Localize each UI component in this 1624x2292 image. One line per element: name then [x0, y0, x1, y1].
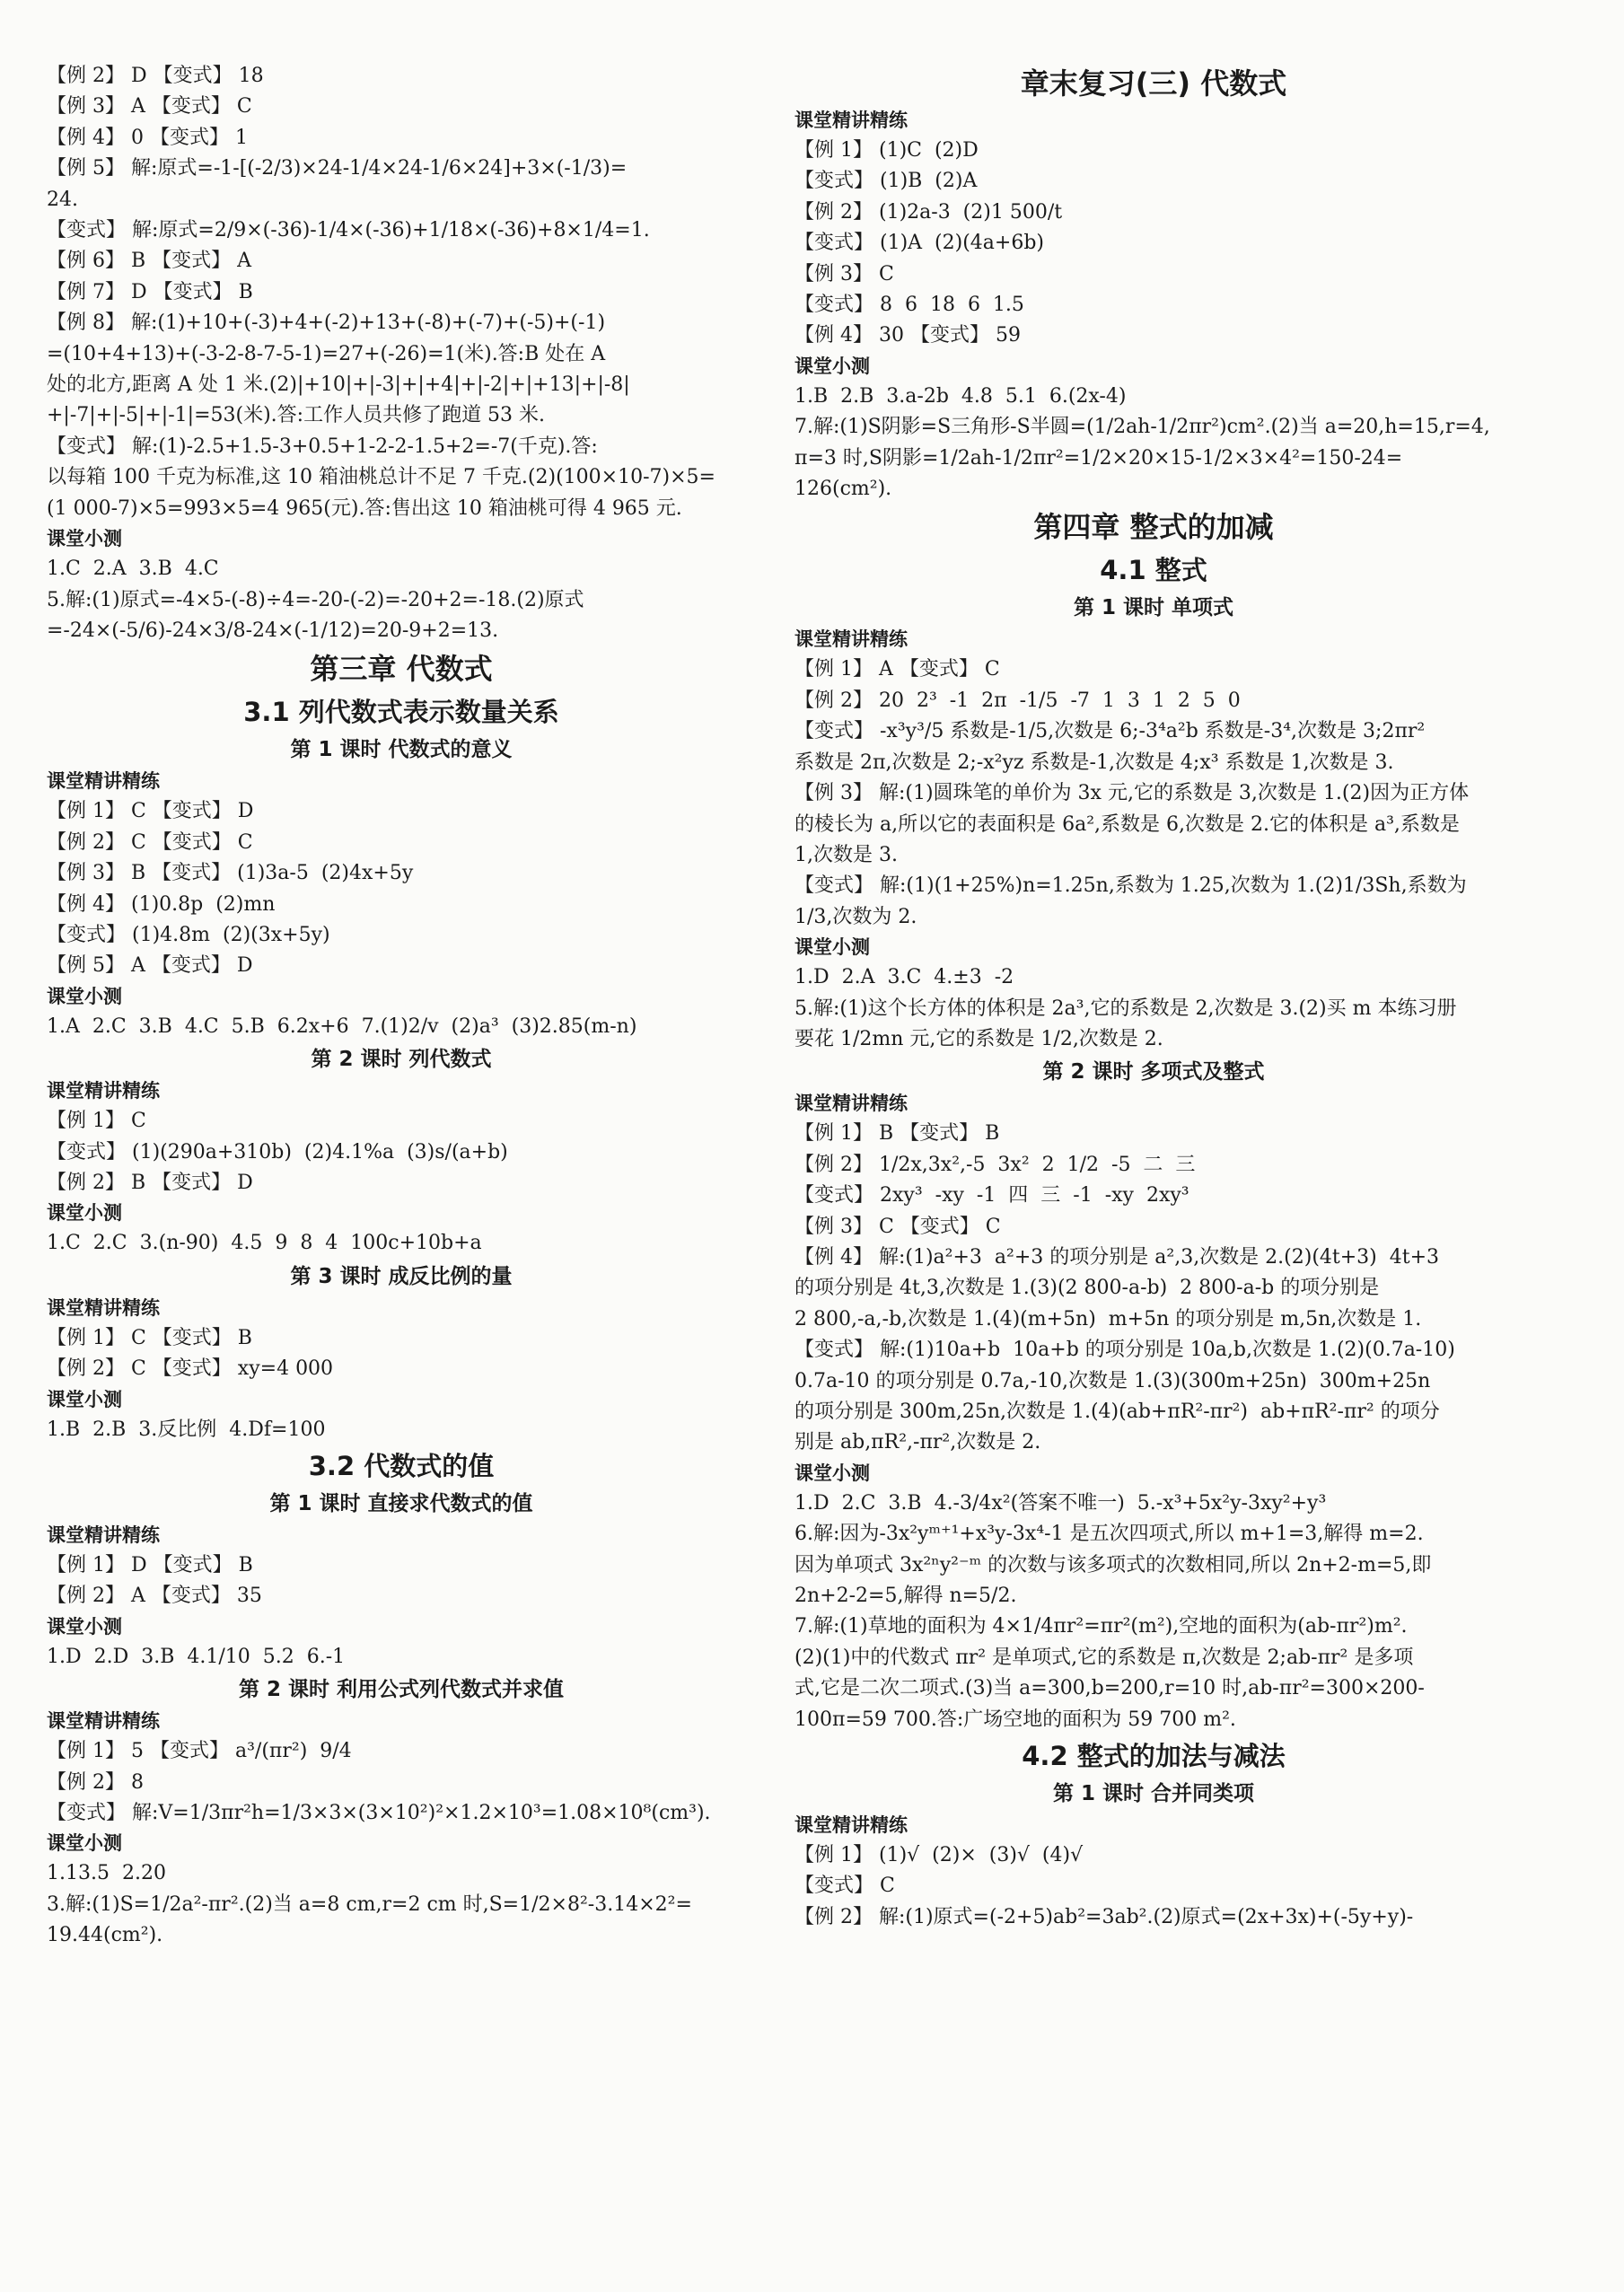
answer-line: 【变式】 解:(1)-2.5+1.5-3+0.5+1-2-2-1.5+2=-7(千克).答:: [47, 435, 598, 458]
answer-line: 【例 3】 解:(1)圆珠笔的单价为 3x 元,它的系数是 3,次数是 1.(2)因为正方体: [794, 782, 1470, 805]
answer-line: 6.解:因为-3x²yᵐ⁺¹+x³y-3x⁴-1 是五次四项式,所以 m+1=3,解得 m=2.: [794, 1523, 1424, 1546]
answer-line: 7.解:(1)草地的面积为 4×1/4πr²=πr²(m²),空地的面积为(ab-πr²)m².: [794, 1615, 1408, 1638]
answer-line: 【例 4】 30 【变式】 59: [794, 324, 1021, 347]
answer-line: 【变式】 (1)4.8m (2)(3x+5y): [47, 923, 330, 946]
section-label: 课堂精讲精练: [794, 1093, 908, 1115]
answer-line: 【例 3】 A 【变式】 C: [47, 95, 252, 119]
answer-line: =-24×(-5/6)-24×3/8-24×(-1/12)=20-9+2=13.: [47, 619, 499, 642]
chapter-title: 第三章 代数式: [310, 652, 493, 687]
answer-line: 【例 1】 C 【变式】 D: [47, 800, 254, 823]
lesson-title: 第 2 课时 列代数式: [311, 1048, 492, 1072]
answer-line: 【例 2】 解:(1)原式=(-2+5)ab²=3ab².(2)原式=(2x+3x)+(-5y+y)-: [794, 1905, 1414, 1928]
answer-line: 2n+2-2=5,解得 n=5/2.: [794, 1585, 1017, 1608]
answer-line: 【变式】 8 6 18 6 1.5: [794, 294, 1024, 317]
answer-line: π=3 时,S阴影=1/2ah-1/2πr²=1/2×20×15-1/2×3×4²=150-24=: [794, 446, 1403, 470]
answer-line: +|-7|+|-5|+|-1|=53(米).答:工作人员共修了跑道 53 米.: [47, 404, 546, 427]
answer-line: 1.13.5 2.20: [47, 1862, 166, 1885]
section-label: 课堂小测: [47, 1832, 122, 1855]
answer-line: 处的北方,距离 A 处 1 米.(2)|+10|+|-3|+|+4|+|-2|+|+13|+|-8|: [47, 373, 630, 397]
answer-line: 1.C 2.C 3.(n-90) 4.5 9 8 4 100c+10b+a: [47, 1232, 482, 1255]
section-label: 课堂小测: [47, 985, 122, 1007]
answer-line: 要花 1/2mn 元,它的系数是 1/2,次数是 2.: [794, 1027, 1163, 1050]
answer-line: 【例 1】 C: [47, 1110, 146, 1133]
answer-line: 1.D 2.D 3.B 4.1/10 5.2 6.-1: [47, 1645, 346, 1668]
section-label: 课堂精讲精练: [47, 1524, 160, 1546]
section-label: 课堂精讲精练: [47, 770, 160, 793]
answer-line: 【变式】 (1)B (2)A: [794, 170, 978, 193]
section-label: 课堂小测: [47, 1202, 122, 1225]
answer-line: 【例 2】 D 【变式】 18: [47, 65, 264, 87]
answer-line: 1,次数是 3.: [794, 843, 898, 866]
answer-line: 【例 5】 解:原式=-1-[(-2/3)×24-1/4×24-1/6×24]+3×(-1/3)=: [47, 157, 628, 180]
answer-line: 的项分别是 4t,3,次数是 1.(3)(2 800-a-b) 2 800-a-b 的项分别是: [794, 1277, 1380, 1300]
answer-line: 【例 2】 B 【变式】 D: [47, 1171, 253, 1194]
answer-line: (1 000-7)×5=993×5=4 965(元).答:售出这 10 箱油桃可得 4 965 元.: [47, 496, 682, 520]
chapter-title: 章末复习(三) 代数式: [1020, 66, 1287, 101]
answer-line: 【例 1】 (1)√ (2)× (3)√ (4)√: [794, 1844, 1084, 1867]
answer-line: 【例 2】 C 【变式】 xy=4 000: [47, 1357, 334, 1381]
answer-line: 【变式】 解:V=1/3πr²h=1/3×3×(3×10²)²×1.2×10³=1.08×10⁸(cm³).: [47, 1802, 711, 1825]
answer-line: 1.C 2.A 3.B 4.C: [47, 558, 219, 581]
answer-line: 以每箱 100 千克为标准,这 10 箱油桃总计不足 7 千克.(2)(100×10-7)×5=: [47, 466, 715, 489]
right-column: [794, 61, 1513, 2274]
section-title: 4.1 整式: [1100, 555, 1207, 586]
section-label: 课堂小测: [47, 528, 122, 550]
answer-line: 19.44(cm²).: [47, 1924, 163, 1947]
answer-line: 1.B 2.B 3.反比例 4.Df=100: [47, 1418, 326, 1441]
chapter-title: 第四章 整式的加减: [1033, 510, 1274, 545]
answer-line: 系数是 2π,次数是 2;-x²yz 系数是-1,次数是 4;x³ 系数是 1,次数是 3.: [794, 751, 1394, 774]
answer-line: 【例 5】 A 【变式】 D: [47, 954, 253, 978]
lesson-title: 第 3 课时 成反比例的量: [290, 1264, 513, 1288]
answer-line: 【变式】 2xy³ -xy -1 四 三 -1 -xy 2xy³: [794, 1184, 1189, 1207]
answer-line: 24.: [47, 188, 78, 211]
answer-line: 【例 1】 D 【变式】 B: [47, 1554, 253, 1576]
section-label: 课堂小测: [47, 1615, 122, 1638]
answer-line: 【例 1】 C 【变式】 B: [47, 1326, 252, 1349]
section-label: 课堂小测: [47, 1388, 122, 1410]
lesson-title: 第 1 课时 代数式的意义: [290, 738, 513, 762]
answer-line: 5.解:(1)这个长方体的体积是 2a³,它的系数是 2,次数是 3.(2)买 m 本练习册: [794, 997, 1457, 1020]
answer-line: 【例 2】 (1)2a-3 (2)1 500/t: [794, 200, 1063, 224]
answer-line: 式,它是二次二项式.(3)当 a=300,b=200,r=10 时,ab-πr²=300×200-: [794, 1677, 1425, 1700]
answer-line: 的棱长为 a,所以它的表面积是 6a²,系数是 6,次数是 2.它的体积是 a³,系数是: [794, 812, 1460, 836]
answer-line: 1.B 2.B 3.a-2b 4.8 5.1 6.(2x-4): [794, 384, 1127, 408]
answer-line: 5.解:(1)原式=-4×5-(-8)÷4=-20-(-2)=-20+2=-18.(2)原式: [47, 588, 584, 611]
section-title: 3.2 代数式的值: [308, 1451, 495, 1481]
answer-line: 【变式】 (1)A (2)(4a+6b): [794, 232, 1044, 255]
answer-line: 【例 1】 A 【变式】 C: [794, 658, 1000, 681]
answer-line: =(10+4+13)+(-3-2-8-7-5-1)=27+(-26)=1(米).答:B 处在 A: [47, 342, 606, 365]
answer-line: 100π=59 700.答:广场空地的面积为 59 700 m².: [794, 1708, 1236, 1731]
answer-line: 【例 3】 C 【变式】 C: [794, 1215, 1001, 1238]
section-title: 4.2 整式的加法与减法: [1022, 1741, 1286, 1772]
answer-line: 【例 3】 B 【变式】 (1)3a-5 (2)4x+5y: [47, 862, 414, 885]
section-label: 课堂小测: [794, 355, 870, 377]
answer-line: 【例 1】 (1)C (2)D: [794, 139, 979, 162]
answer-line: 3.解:(1)S=1/2a²-πr².(2)当 a=8 cm,r=2 cm 时,S=1/2×8²-3.14×2²=: [47, 1892, 692, 1916]
answer-line: 【例 2】 A 【变式】 35: [47, 1585, 262, 1608]
answer-line: 0.7a-10 的项分别是 0.7a,-10,次数是 1.(3)(300m+25n) 300m+25n: [794, 1369, 1431, 1392]
answer-line: 【例 2】 20 2³ -1 2π -1/5 -7 1 3 1 2 5 0: [794, 689, 1241, 712]
section-label: 课堂精讲精练: [794, 110, 908, 131]
answer-line: 【例 7】 D 【变式】 B: [47, 280, 253, 303]
answer-line: 【例 1】 B 【变式】 B: [794, 1122, 1000, 1146]
answer-line: 【变式】 (1)(290a+310b) (2)4.1%a (3)s/(a+b): [47, 1140, 508, 1164]
answer-line: 126(cm²).: [794, 478, 892, 501]
answer-line: 1/3,次数为 2.: [794, 905, 917, 928]
section-label: 课堂精讲精练: [47, 1296, 160, 1319]
section-label: 课堂小测: [794, 1462, 870, 1484]
answer-line: 【例 6】 B 【变式】 A: [47, 250, 252, 273]
answer-line: 【例 2】 8: [47, 1770, 144, 1794]
answer-line: 【变式】 解:原式=2/9×(-36)-1/4×(-36)+1/18×(-36)+8×1/4=1.: [47, 219, 650, 242]
section-label: 课堂精讲精练: [794, 628, 908, 651]
answer-line: 1.A 2.C 3.B 4.C 5.B 6.2x+6 7.(1)2/v (2)a³ (3)2.85(m-n): [47, 1014, 637, 1038]
section-label: 课堂小测: [794, 936, 870, 959]
answer-line: (2)(1)中的代数式 πr² 是单项式,它的系数是 π,次数是 2;ab-πr² 是多项: [794, 1646, 1414, 1669]
answer-line: 【变式】 解:(1)(1+25%)n=1.25n,系数为 1.25,次数为 1.(2)1/3Sh,系数为: [794, 874, 1467, 898]
left-column: [47, 61, 756, 2274]
section-label: 课堂精讲精练: [47, 1080, 160, 1102]
answer-line: 1.D 2.A 3.C 4.±3 -2: [794, 966, 1014, 989]
answer-line: 【变式】 C: [794, 1875, 895, 1898]
answer-line: 2 800,-a,-b,次数是 1.(4)(m+5n) m+5n 的项分别是 m,5n,次数是 1.: [794, 1307, 1422, 1330]
lesson-title: 第 1 课时 直接求代数式的值: [269, 1492, 533, 1515]
answer-line: 【例 8】 解:(1)+10+(-3)+4+(-2)+13+(-8)+(-7)+(-5)+(-1): [47, 312, 606, 335]
section-title: 3.1 列代数式表示数量关系: [243, 697, 559, 728]
answer-line: 的项分别是 300m,25n,次数是 1.(4)(ab+πR²-πr²) ab+πR²-πr² 的项分: [794, 1401, 1440, 1423]
lesson-title: 第 1 课时 合并同类项: [1052, 1782, 1255, 1806]
answer-line: 【例 4】 (1)0.8p (2)mn: [47, 892, 276, 916]
answer-line: 别是 ab,πR²,-πr²,次数是 2.: [794, 1431, 1041, 1454]
answer-line: 【例 2】 1/2x,3x²,-5 3x² 2 1/2 -5 二 三: [794, 1153, 1196, 1176]
answer-line: 【例 4】 0 【变式】 1: [47, 126, 248, 149]
answer-line: 【变式】 -x³y³/5 系数是-1/5,次数是 6;-3⁴a²b 系数是-3⁴,次数是 3;2πr²: [794, 720, 1426, 743]
answer-line: 7.解:(1)S阴影=S三角形-S半圆=(1/2ah-1/2πr²)cm².(2)当 a=20,h=15,r=4,: [794, 416, 1490, 439]
answer-line: 【例 2】 C 【变式】 C: [47, 830, 253, 854]
lesson-title: 第 1 课时 单项式: [1073, 596, 1234, 620]
answer-line: 因为单项式 3x²ⁿy²⁻ᵐ 的次数与该多项式的次数相同,所以 2n+2-m=5,即: [794, 1553, 1432, 1576]
lesson-title: 第 2 课时 多项式及整式: [1042, 1060, 1265, 1085]
section-label: 课堂精讲精练: [794, 1814, 908, 1837]
answer-line: 【变式】 解:(1)10a+b 10a+b 的项分别是 10a,b,次数是 1.(2)(0.7a-10): [794, 1339, 1455, 1362]
answer-line: 【例 4】 解:(1)a²+3 a²+3 的项分别是 a²,3,次数是 2.(2)(4t+3) 4t+3: [794, 1245, 1440, 1269]
answer-line: 【例 3】 C: [794, 262, 894, 285]
answer-line: 1.D 2.C 3.B 4.-3/4x²(答案不唯一) 5.-x³+5x²y-3xy²+y³: [794, 1491, 1327, 1515]
answer-line: 【例 1】 5 【变式】 a³/(πr²) 9/4: [47, 1740, 352, 1763]
section-label: 课堂精讲精练: [47, 1710, 160, 1733]
lesson-title: 第 2 课时 利用公式列代数式并求值: [238, 1678, 565, 1702]
